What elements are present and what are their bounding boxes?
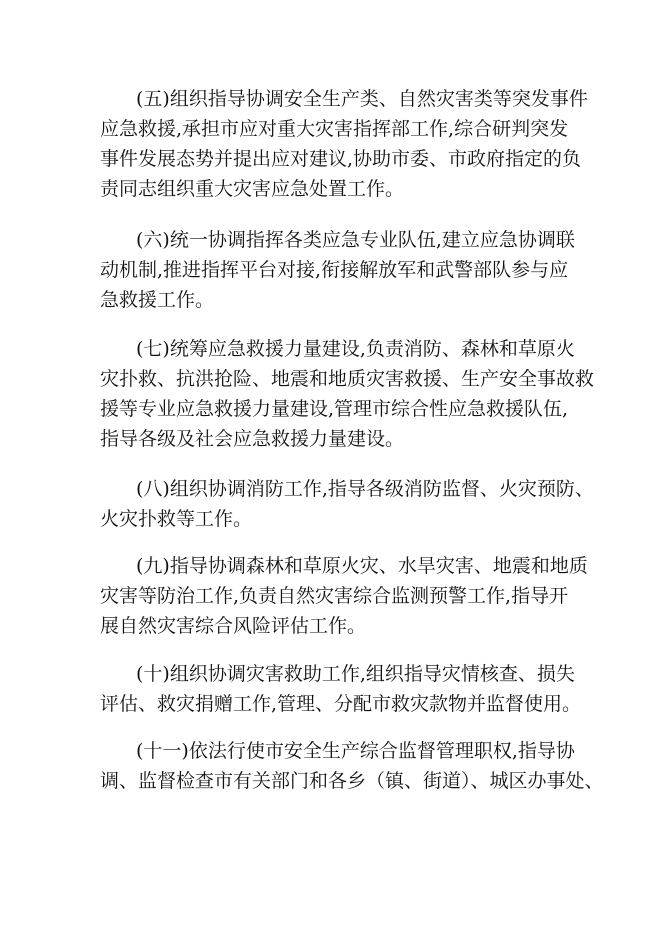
paragraph-line: (九)指导协调森林和草原火灾、水旱灾害、地震和地质 bbox=[136, 555, 588, 577]
paragraph-line: 事件发展态势并提出应对建议,协助市委、市政府指定的负 bbox=[100, 148, 582, 170]
paragraph-line: 急救援工作。 bbox=[100, 289, 215, 311]
paragraph-line: 援等专业应急救援力量建设,管理市综合性应急救援队伍, bbox=[100, 398, 569, 420]
paragraph-line: (十)组织协调灾害救助工作,组织指导灾情核查、损失 bbox=[136, 663, 575, 685]
paragraph-line: (五)组织指导协调安全生产类、自然灾害类等突发事件 bbox=[136, 88, 588, 110]
paragraph-line: 评估、救灾捐赠工作,管理、分配市救灾款物并监督使用。 bbox=[100, 693, 582, 715]
paragraph-line: 指导各级及社会应急救援力量建设。 bbox=[100, 428, 405, 450]
paragraph-line: (八)组织协调消防工作,指导各级消防监督、火灾预防、 bbox=[136, 478, 594, 500]
paragraph-line: (十一)依法行使市安全生产综合监督管理职权,指导协 bbox=[136, 740, 575, 762]
paragraph-line: 展自然灾害综合风险评估工作。 bbox=[100, 615, 367, 637]
paragraph-line: 调、监督检查市有关部门和各乡（镇、街道）、城区办事处、 bbox=[100, 770, 604, 792]
paragraph-line: 灾扑救、抗洪抢险、地震和地质灾害救援、生产安全事故救 bbox=[100, 368, 595, 390]
paragraph-line: 火灾扑救等工作。 bbox=[100, 508, 253, 530]
paragraph-line: 应急救援,承担市应对重大灾害指挥部工作,综合研判突发 bbox=[100, 118, 569, 140]
paragraph-line: 灾害等防治工作,负责自然灾害综合监测预警工作,指导开 bbox=[100, 585, 569, 607]
paragraph-line: 责同志组织重大灾害应急处置工作。 bbox=[100, 178, 405, 200]
paragraph-line: (七)统筹应急救援力量建设,负责消防、森林和草原火 bbox=[136, 338, 575, 360]
paragraph-line: (六)统一协调指挥各类应急专业队伍,建立应急协调联 bbox=[136, 229, 575, 251]
paragraph-line: 动机制,推进指挥平台对接,衔接解放军和武警部队参与应 bbox=[100, 259, 569, 281]
